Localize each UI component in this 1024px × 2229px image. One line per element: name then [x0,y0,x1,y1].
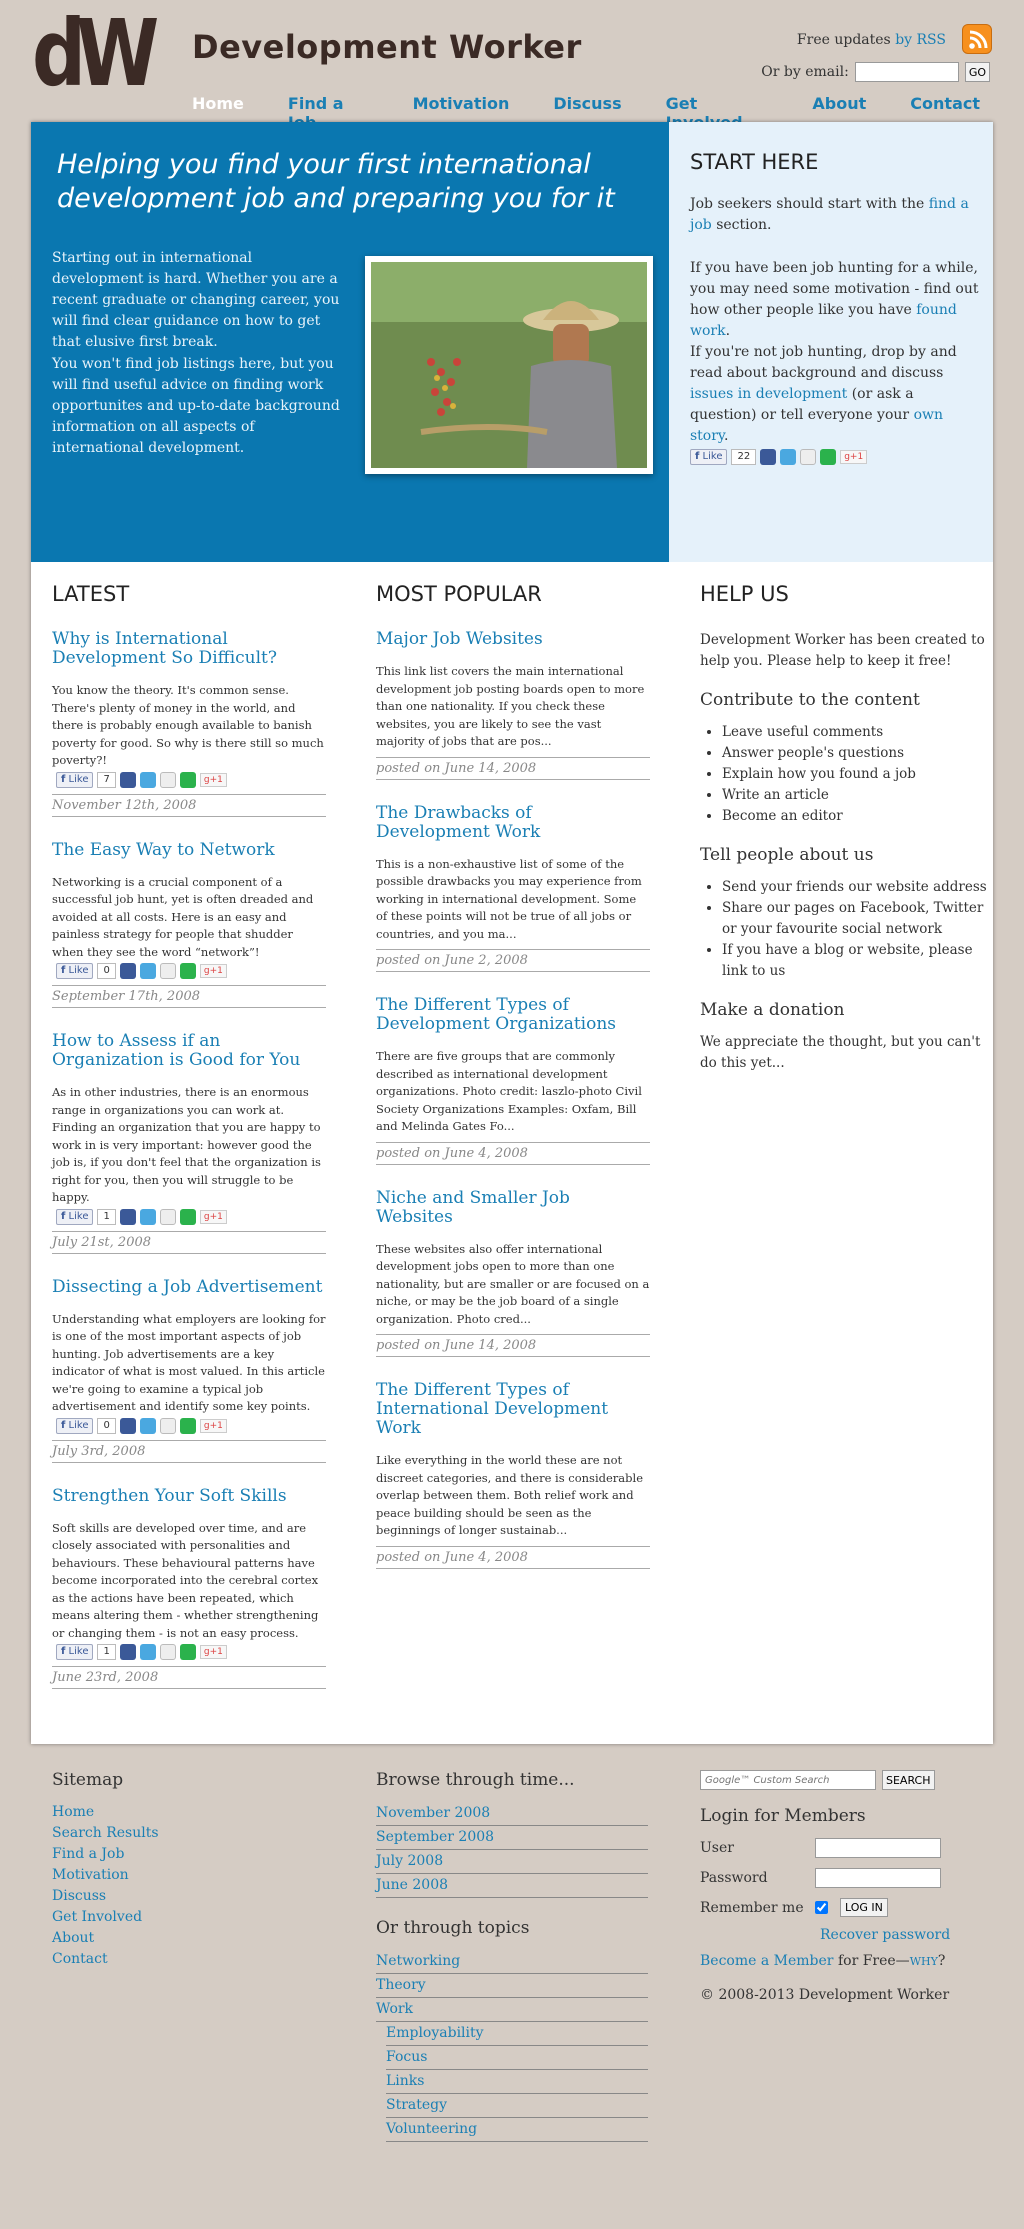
latest-title: LATEST [52,582,130,606]
topic-link[interactable]: Work [376,1998,648,2022]
email-field[interactable] [855,62,959,82]
subtopic-link[interactable]: Links [386,2070,648,2094]
post-title-link[interactable]: The Different Types of International Development Work [376,1380,609,1438]
email-icon[interactable] [160,963,176,979]
post-date: posted on June 14, 2008 [376,757,650,780]
password-label: Password [700,1870,768,1886]
become-member-link[interactable]: Become a Member [700,1953,834,1969]
twitter-icon[interactable] [140,1418,156,1434]
email-subscribe [761,62,990,82]
site-title[interactable]: Development Worker [192,28,582,66]
post-excerpt: You know the theory. It's common sense. There's plenty of money in the world, and there is probably enough available to banish poverty for good. So why is there still so much poverty?! [52,683,324,767]
popular-column [376,582,650,1593]
hero-title: Helping you find your first international development job and preparing you for it [57,149,615,214]
share-bar [56,1209,326,1225]
share-bar [56,772,326,788]
fb-like-button[interactable]: f Like [56,1209,93,1225]
facebook-icon[interactable] [760,449,776,465]
topic-links [376,1950,648,2142]
fb-like-button[interactable]: f Like [56,963,93,979]
search-form [700,1770,970,1790]
month-links [376,1802,648,1898]
tell-title: Tell people about us [700,845,874,865]
copyright: © 2008-2013 Development Worker [700,1987,950,2003]
like-count: 0 [97,1418,115,1434]
hero-banner [31,122,669,562]
gplus-button[interactable]: g+1 [840,450,867,464]
facebook-icon[interactable] [120,1644,136,1660]
post-date: posted on June 4, 2008 [376,1546,650,1569]
start-here-panel [669,122,993,562]
sitemap-column [52,1770,332,1970]
nav-get-involved[interactable]: Get [665,94,698,113]
free-text: for Free— [837,1953,910,1969]
fb-like-button[interactable]: f Like [56,1644,93,1660]
hero-photo [365,256,653,474]
start-p2-end: . [725,323,731,339]
post-title-link[interactable]: How to Assess if an Organization is Good for You [52,1031,301,1070]
search-input[interactable] [700,1770,876,1790]
post-title-link[interactable]: The Drawbacks of Development Work [376,802,541,842]
post-excerpt: Networking is a crucial component of a successful job hunt, yet is often dreaded and avoided at all costs. Here is an easy and painless strategy for people that shudder when they see the word “network”! [52,874,314,959]
popular-post [376,1189,650,1358]
like-count: 1 [97,1644,115,1660]
email-icon[interactable] [160,772,176,788]
sitemap-home[interactable]: Home [52,1804,95,1820]
post-excerpt: These websites also offer international development jobs open to more than one nationality, but are smaller or are focused on a niche, or may be the job board of a single organization. Photo cred... [376,1241,650,1326]
latest-post [52,1032,326,1254]
sitemap-motivation[interactable]: Motivation [52,1867,129,1883]
rss-updates [797,32,946,48]
like-label: Like [68,1210,89,1222]
post-date: June 23rd, 2008 [52,1666,326,1689]
share-icon[interactable] [820,449,836,465]
nav-find-a-job[interactable]: Find a [287,94,344,113]
donate-text: We appreciate the thought, but you can't do this yet... [700,1034,981,1071]
fb-like-button[interactable]: f Like [690,449,727,465]
email-icon[interactable] [160,1209,176,1225]
subtopic-link[interactable]: Focus [386,2046,648,2070]
share-icon[interactable] [180,772,196,788]
login-column [700,1770,970,2003]
subtopic-link[interactable]: Strategy [386,2094,648,2118]
twitter-icon[interactable] [780,449,796,465]
post-date: July 21st, 2008 [52,1231,326,1254]
help-column [700,582,990,1074]
facebook-icon[interactable] [120,963,136,979]
post-date: posted on June 2, 2008 [376,949,650,972]
twitter-icon[interactable] [140,1209,156,1225]
gplus-button[interactable]: g+1 [200,1210,227,1224]
post-date: November 12th, 2008 [52,794,326,817]
email-icon[interactable] [160,1418,176,1434]
rss-link[interactable]: by RSS [895,32,946,48]
post-excerpt: As in other industries, there is an enormous range in organizations you can work at. Finding an organization that you are happy to work in is very important: however good the job is, if you don't feel that the organization is right for you, then you will struggle to be happy. [52,1085,321,1204]
post-date: September 17th, 2008 [52,985,326,1008]
twitter-icon[interactable] [140,1644,156,1660]
gplus-button[interactable]: g+1 [200,1645,227,1659]
password-row [700,1868,970,1888]
facebook-icon[interactable] [120,1209,136,1225]
sitemap-title: Sitemap [52,1770,124,1790]
topics-title: Or through topics [376,1918,530,1938]
start-p2-text: If you have been job hunting for a while, you may need some motivation - find out how other people like you have [690,260,979,318]
post-title-link[interactable]: Why is International Development So Difficult? [52,629,277,668]
find-a-job-link[interactable]: find a job [690,196,969,233]
like-label: Like [68,965,89,976]
password-field[interactable] [815,1868,941,1888]
contribute-list [722,722,990,827]
twitter-icon[interactable] [140,963,156,979]
why-link[interactable]: WHY [909,1955,938,1968]
sitemap-search-results[interactable]: Search Results [52,1825,159,1841]
latest-post [52,841,326,1009]
post-title-link[interactable]: The Different Types of Development Organizations [376,995,617,1034]
rss-icon[interactable] [962,24,992,54]
sitemap-find-a-job[interactable]: Find a Job [52,1846,125,1862]
start-p1-text: Job seekers should start with the [690,196,925,212]
list-item: • Share our pages on Facebook, Twitter or your favourite social network [722,898,990,940]
share-bar [690,449,867,465]
email-icon[interactable] [800,449,816,465]
start-p1-end: section. [716,217,772,233]
list-item: • Send your friends our website address [722,877,990,898]
remember-label: Remember me [700,1899,804,1916]
topic-link[interactable]: Theory [376,1974,648,1998]
latest-post [52,1487,326,1690]
popular-post [376,630,650,780]
start-p3-mid: (or ask a question) or tell everyone your [690,386,914,423]
subtopic-link[interactable]: Volunteering [386,2118,648,2142]
like-count: 7 [97,772,115,788]
share-bar [56,1644,326,1660]
popular-post [376,1381,650,1569]
nav-about[interactable]: About [812,94,867,113]
user-label: User [700,1840,734,1856]
member-line [700,1953,970,1969]
share-icon[interactable] [180,963,196,979]
hero-info: You won't find job listings here, but you will find useful advice on finding work opportunites and up-to-date background information on all aspects of international development. [52,356,340,456]
hero-intro: Starting out in international development is hard. Whether you are a recent graduate or changing career, you will find clear guidance on how to get that elusive first break. [52,250,340,350]
post-excerpt: Like everything in the world these are not discreet categories, and there is considerable overlap between them. Both relief work and peace building should be seen as the beginnings of longer sustainab... [376,1453,643,1537]
like-count: 22 [731,449,756,465]
post-excerpt: Soft skills are developed over time, and are closely associated with personalities and behaviours. These behavioural patterns have become incorporated into the cerebral cortex as the actions have been repeated, which means altering them - whether strengthening or changing them - is not an easy process. [52,1520,319,1640]
post-date: posted on June 4, 2008 [376,1142,650,1165]
start-p2 [690,258,980,342]
found-work-link[interactable]: found work [690,302,957,339]
login-title: Login for Members [700,1806,866,1826]
gplus-button[interactable]: g+1 [200,964,227,978]
latest-post [52,1278,326,1463]
sitemap-discuss[interactable]: Discuss [52,1888,107,1904]
nav-home[interactable]: Home [192,94,244,113]
help-intro: Development Worker has been created to help you. Please help to keep it free! [700,632,985,669]
sitemap-links [52,1802,332,1970]
help-title: HELP US [700,582,789,606]
month-link[interactable]: June 2008 [376,1874,648,1898]
go-button[interactable]: GO [965,62,990,82]
list-item: • Leave useful comments [722,722,990,743]
share-bar [56,963,326,979]
like-label: Like [68,1419,89,1431]
user-row [700,1838,970,1858]
list-item: • If you have a blog or website, please link to us [722,940,990,982]
list-item: • Become an editor [722,806,990,827]
updates-label: Free updates [796,32,891,48]
list-item: • Answer people's questions [722,743,990,764]
donate-title: Make a donation [700,1000,845,1020]
own-story-link[interactable]: own story [690,407,943,444]
search-button[interactable]: SEARCH [882,1770,935,1790]
fb-like-button[interactable]: f Like [56,772,93,788]
latest-column [52,582,326,1713]
nav-discuss[interactable]: Discuss [553,94,622,113]
month-link[interactable]: July 2008 [376,1850,648,1874]
remember-checkbox[interactable] [815,1901,828,1914]
post-title-link[interactable]: The Easy Way to Network [52,839,275,860]
login-button[interactable]: LOG IN [840,1898,888,1917]
post-excerpt: This link list covers the main international development job posting boards open to more than one nationality. If you check these websites, you are likely to see the vast majority of jobs that are pos... [376,664,645,748]
gplus-button[interactable]: g+1 [200,1419,227,1433]
email-label: Or by email: [761,64,849,80]
popular-post [376,996,650,1165]
start-p3-end: . [723,428,729,444]
gplus-button[interactable]: g+1 [200,773,227,787]
post-title-link[interactable]: Major Job Websites [376,629,543,649]
tell-list [722,877,990,982]
like-label: Like [68,773,89,785]
time-title: Browse through time... [376,1770,575,1790]
contribute-title: Contribute to the content [700,690,920,710]
list-item: • Write an article [722,785,990,806]
popular-title: MOST POPULAR [376,582,542,606]
start-p3 [690,342,980,447]
share-icon[interactable] [180,1418,196,1434]
like-count: 1 [97,1209,115,1225]
user-field[interactable] [815,1838,941,1858]
post-title-link[interactable]: Niche and Smaller Job Websites [376,1187,570,1227]
nav-contact[interactable]: Contact [910,94,980,113]
popular-post [376,804,650,973]
month-link[interactable]: November 2008 [376,1802,648,1826]
post-title-link[interactable]: Strengthen Your Soft Skills [52,1485,287,1506]
latest-post [52,630,326,817]
archive-column [376,1770,648,2142]
facebook-icon[interactable] [120,772,136,788]
nav-motivation[interactable]: Motivation [412,94,510,113]
remember-row [700,1898,970,1917]
main-content [31,122,993,1744]
site-header [0,0,1024,122]
month-link[interactable]: September 2008 [376,1826,648,1850]
share-icon[interactable] [180,1209,196,1225]
email-icon[interactable] [160,1644,176,1660]
fb-like-button[interactable]: f Like [56,1418,93,1434]
recover-password-link[interactable]: Recover password [820,1927,951,1943]
like-label: Like [702,451,723,462]
post-title-link[interactable]: Dissecting a Job Advertisement [52,1276,323,1297]
share-icon[interactable] [180,1644,196,1660]
sitemap-get-involved[interactable]: Get Involved [52,1909,143,1925]
sitemap-contact[interactable]: Contact [52,1951,108,1967]
subtopic-link[interactable]: Employability [386,2022,648,2046]
sitemap-about[interactable]: About [52,1930,95,1946]
twitter-icon[interactable] [140,772,156,788]
facebook-icon[interactable] [120,1418,136,1434]
list-item: • Explain how you found a job [722,764,990,785]
start-p3-text: If you're not job hunting, drop by and read about background and discuss [690,344,957,381]
post-date: posted on June 14, 2008 [376,1334,650,1357]
start-p1 [690,194,980,236]
question-mark: ? [937,1953,946,1969]
post-date: July 3rd, 2008 [52,1440,326,1463]
site-logo[interactable]: dW [32,0,150,107]
like-label: Like [68,1646,89,1657]
share-bar [56,1418,326,1434]
issues-link[interactable]: issues in development [690,386,848,402]
post-excerpt: This is a non-exhaustive list of some of the possible drawbacks you may experience from working in international development. Some of these points will not be true of all jobs or countries, and you ma... [376,856,642,941]
like-count: 0 [97,963,115,979]
topic-link[interactable]: Networking [376,1950,648,1974]
start-title: START HERE [690,150,819,174]
post-excerpt: There are five groups that are commonly described as international development organizations. Photo credit: laszlo-photo Civil Society Organizations Examples: Oxfam, Bill and Melinda Gates Fo... [376,1049,642,1133]
post-excerpt: Understanding what employers are looking for is one of the most important aspects of job hunting. Job advertisements are a key indicator of what is most valued. In this article we're going to examine a typical job advertisement and identify some key points. [52,1311,326,1413]
